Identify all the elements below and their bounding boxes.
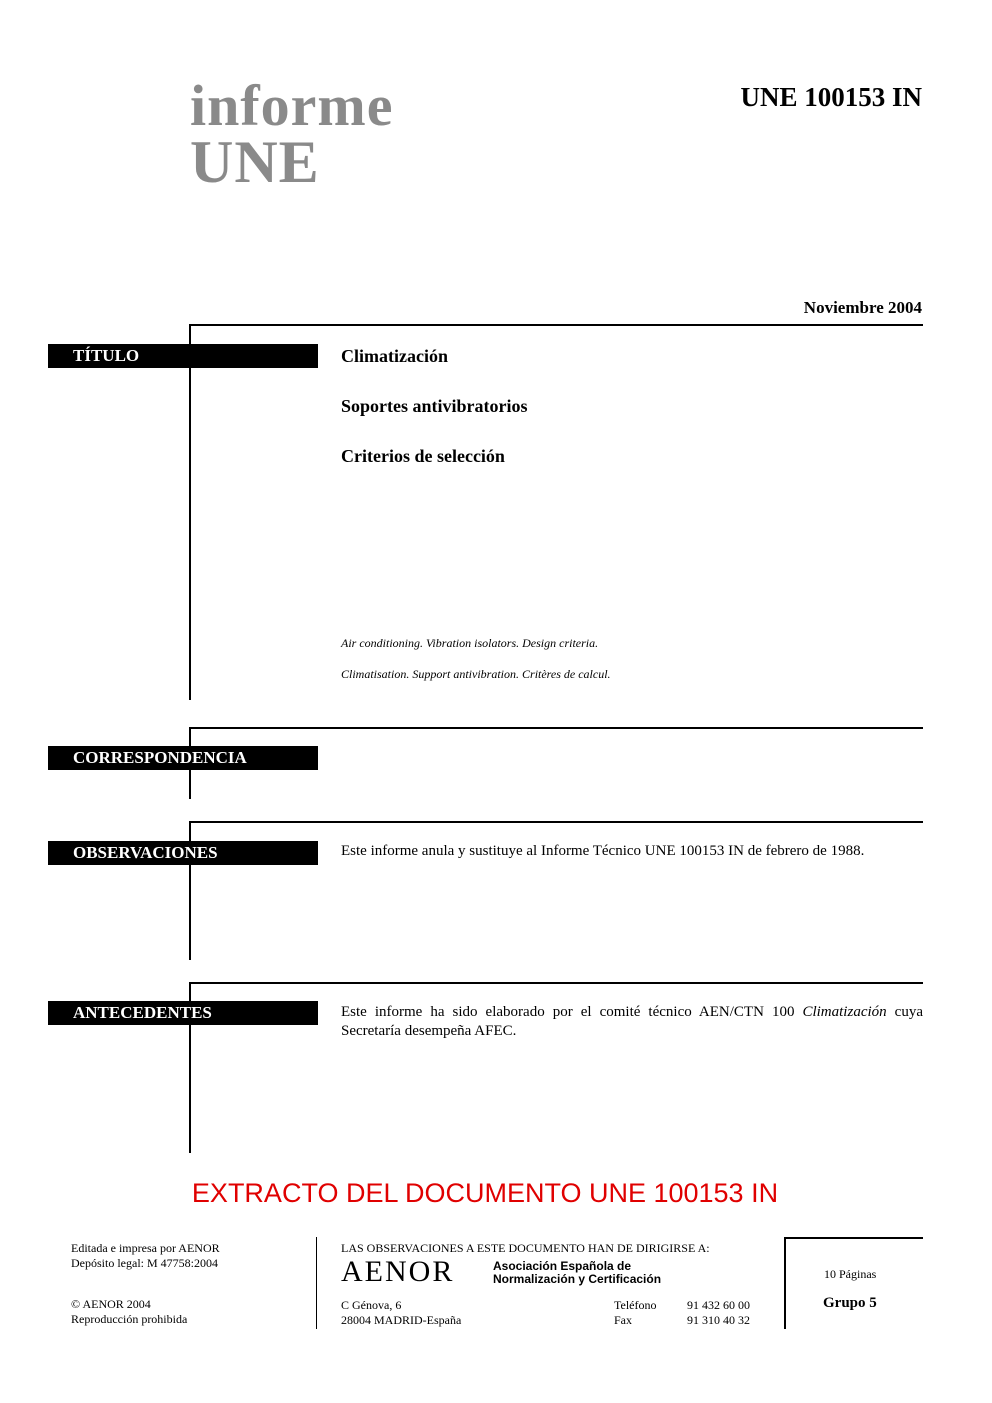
aenor-full-name [493, 1260, 661, 1286]
label-antecedentes: ANTECEDENTES [48, 1001, 318, 1025]
antecedentes-text [341, 1003, 923, 1041]
observaciones-text: Este informe anula y sustituye al Informe Técnico UNE 100153 IN de febrero de 1988. [341, 843, 865, 859]
footer-fax: 91 310 40 32 [687, 1313, 750, 1327]
footer-observations-header: LAS OBSERVACIONES A ESTE DOCUMENTO HAN DE DIRIGIRSE A: [341, 1241, 710, 1255]
footer-copyright: © AENOR 2004 [71, 1297, 151, 1311]
footer-phone-label: Teléfono [614, 1298, 657, 1312]
footer-reproduction: Reproducción prohibida [71, 1312, 188, 1326]
aenor-full-name-line-1: Asociación Española de [493, 1259, 632, 1273]
antecedentes-text-before: Este informe ha sido elaborado por el comité técnico AEN/CTN 100 [341, 1004, 803, 1020]
label-correspondencia: CORRESPONDENCIA [48, 746, 318, 770]
footer-fax-label: Fax [614, 1313, 632, 1327]
footer-box-left [784, 1237, 786, 1329]
antecedentes-committee-name: Climatización [802, 1004, 887, 1020]
title-translation-en: Air conditioning. Vibration isolators. Design criteria. [341, 636, 599, 650]
title-line-3: Criterios de selección [341, 446, 505, 466]
extract-notice: EXTRACTO DEL DOCUMENTO UNE 100153 IN [191, 1178, 779, 1208]
aenor-logo-text: AENOR [341, 1255, 455, 1288]
publication-date: Noviembre 2004 [803, 298, 922, 317]
footer-deposit: Depósito legal: M 47758:2004 [71, 1256, 218, 1270]
section-vertical-rule [189, 324, 191, 700]
section-divider [189, 821, 923, 823]
price-group: Grupo 5 [823, 1295, 877, 1311]
logo-line-1: informe [190, 73, 394, 138]
footer-phone: 91 432 60 00 [687, 1298, 750, 1312]
section-divider [189, 324, 923, 326]
logo-line-2: UNE [190, 129, 320, 195]
document-code: UNE 100153 IN [740, 82, 922, 112]
footer-box-top [784, 1237, 923, 1239]
footer-edited: Editada e impresa por AENOR [71, 1241, 220, 1255]
page-count: 10 Páginas [824, 1267, 877, 1281]
informe-une-logo [190, 73, 394, 195]
title-line-1: Climatización [341, 346, 448, 366]
section-divider [189, 727, 923, 729]
footer-divider [316, 1237, 317, 1329]
aenor-full-name-line-2: Normalización y Certificación [493, 1272, 662, 1286]
section-divider [189, 982, 923, 984]
label-observaciones: OBSERVACIONES [48, 841, 318, 865]
footer-address-2: 28004 MADRID-España [341, 1313, 462, 1327]
footer-address-1: C Génova, 6 [341, 1298, 402, 1312]
label-titulo: TÍTULO [48, 344, 318, 368]
antecedentes-text-after: cuya Secretaría desempeña AFEC. [341, 1004, 923, 1039]
title-translation-fr: Climatisation. Support antivibration. Critères de calcul. [341, 667, 611, 681]
title-line-2: Soportes antivibratorios [341, 396, 528, 416]
